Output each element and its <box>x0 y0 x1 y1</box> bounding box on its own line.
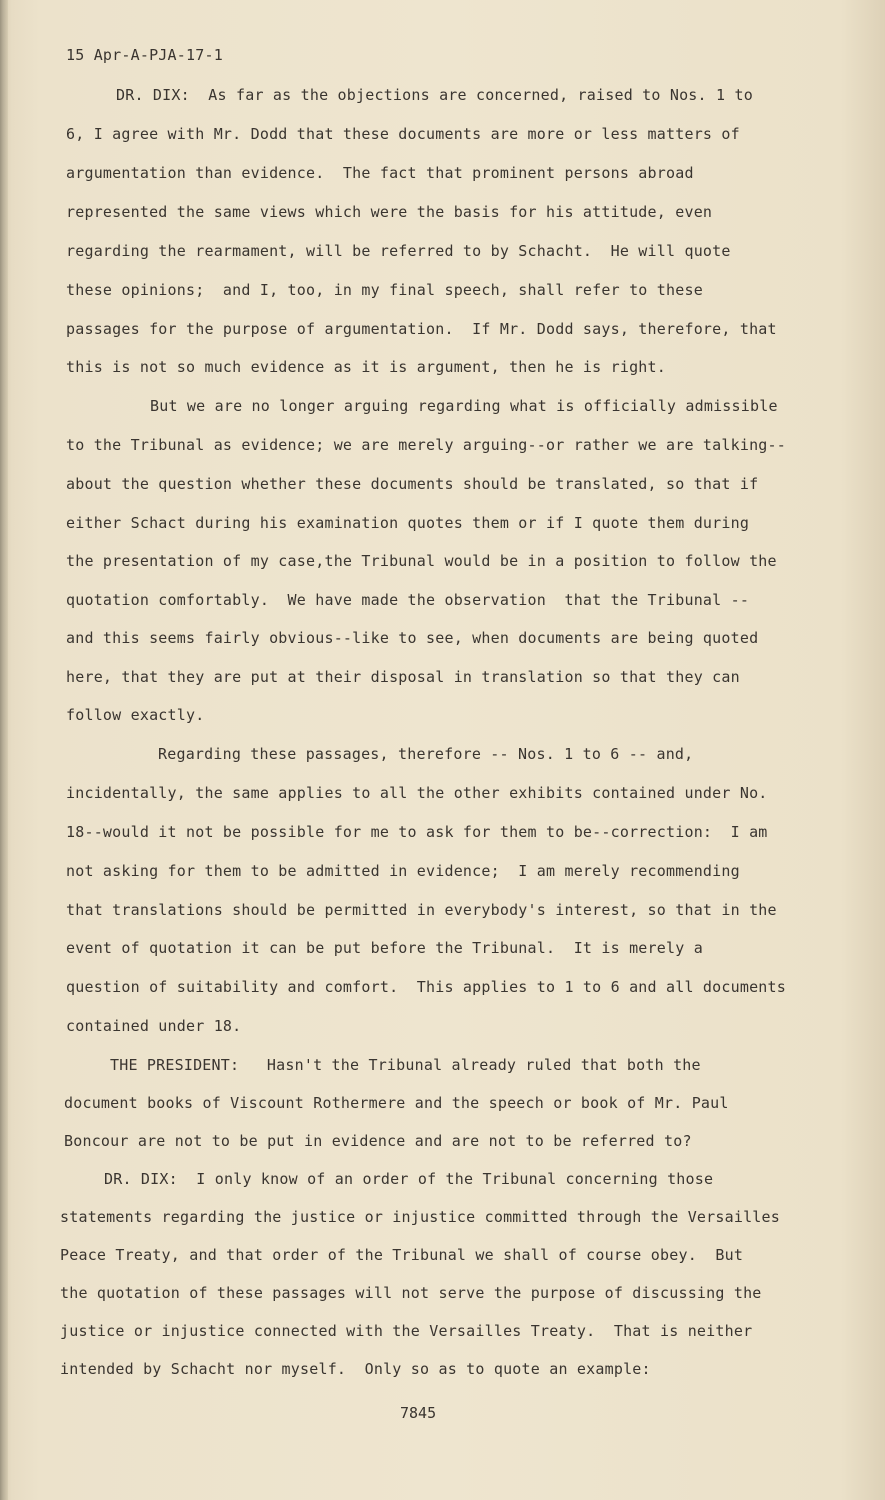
text-line: that translations should be permitted in everybody's interest, so that in the <box>66 901 777 919</box>
text-line: here, that they are put at their disposal in translation so that they can <box>66 668 740 686</box>
text-line: the presentation of my case,the Tribunal would be in a position to follow the <box>66 552 777 570</box>
text-line: follow exactly. <box>66 706 205 724</box>
text-line: Regarding these passages, therefore -- Nos. 1 to 6 -- and, <box>158 745 694 763</box>
text-line: 6, I agree with Mr. Dodd that these documents are more or less matters of <box>66 125 740 143</box>
text-line: this is not so much evidence as it is argument, then he is right. <box>66 358 666 376</box>
text-line: Peace Treaty, and that order of the Tribunal we shall of course obey. But <box>60 1246 744 1264</box>
text-line: intended by Schacht nor myself. Only so as to quote an example: <box>60 1360 651 1378</box>
text-line: passages for the purpose of argumentation. If Mr. Dodd says, therefore, that <box>66 320 777 338</box>
page-number: 7845 <box>400 1404 437 1422</box>
header-code: 15 Apr-A-PJA-17-1 <box>66 46 223 64</box>
text-line: either Schact during his examination quotes them or if I quote them during <box>66 514 750 532</box>
binding-edge <box>0 0 8 1500</box>
text-line: DR. DIX: I only know of an order of the Tribunal concerning those <box>104 1170 714 1188</box>
text-line: about the question whether these documents should be translated, so that if <box>66 475 759 493</box>
text-line: quotation comfortably. We have made the observation that the Tribunal -- <box>66 591 750 609</box>
text-line: these opinions; and I, too, in my final speech, shall refer to these <box>66 281 703 299</box>
text-line: incidentally, the same applies to all the other exhibits contained under No. <box>66 784 768 802</box>
text-line: event of quotation it can be put before the Tribunal. It is merely a <box>66 939 703 957</box>
text-line: represented the same views which were the basis for his attitude, even <box>66 203 713 221</box>
text-line: regarding the rearmament, will be referred to by Schacht. He will quote <box>66 242 731 260</box>
text-line: statements regarding the justice or injustice committed through the Versailles <box>60 1208 780 1226</box>
text-line: to the Tribunal as evidence; we are merely arguing--or rather we are talking-- <box>66 436 786 454</box>
text-line: not asking for them to be admitted in evidence; I am merely recommending <box>66 862 740 880</box>
text-line: Boncour are not to be put in evidence and are not to be referred to? <box>64 1132 692 1150</box>
text-line: But we are no longer arguing regarding what is officially admissible <box>150 397 778 415</box>
text-line: and this seems fairly obvious--like to see, when documents are being quoted <box>66 629 759 647</box>
text-line: THE PRESIDENT: Hasn't the Tribunal already ruled that both the <box>110 1056 701 1074</box>
text-line: DR. DIX: As far as the objections are concerned, raised to Nos. 1 to <box>116 86 753 104</box>
text-line: contained under 18. <box>66 1017 242 1035</box>
text-line: document books of Viscount Rothermere and the speech or book of Mr. Paul <box>64 1094 729 1112</box>
text-line: 18--would it not be possible for me to ask for them to be--correction: I am <box>66 823 768 841</box>
text-line: the quotation of these passages will not serve the purpose of discussing the <box>60 1284 762 1302</box>
text-line: justice or injustice connected with the Versailles Treaty. That is neither <box>60 1322 753 1340</box>
text-line: question of suitability and comfort. This applies to 1 to 6 and all documents <box>66 978 786 996</box>
text-line: argumentation than evidence. The fact that prominent persons abroad <box>66 164 694 182</box>
